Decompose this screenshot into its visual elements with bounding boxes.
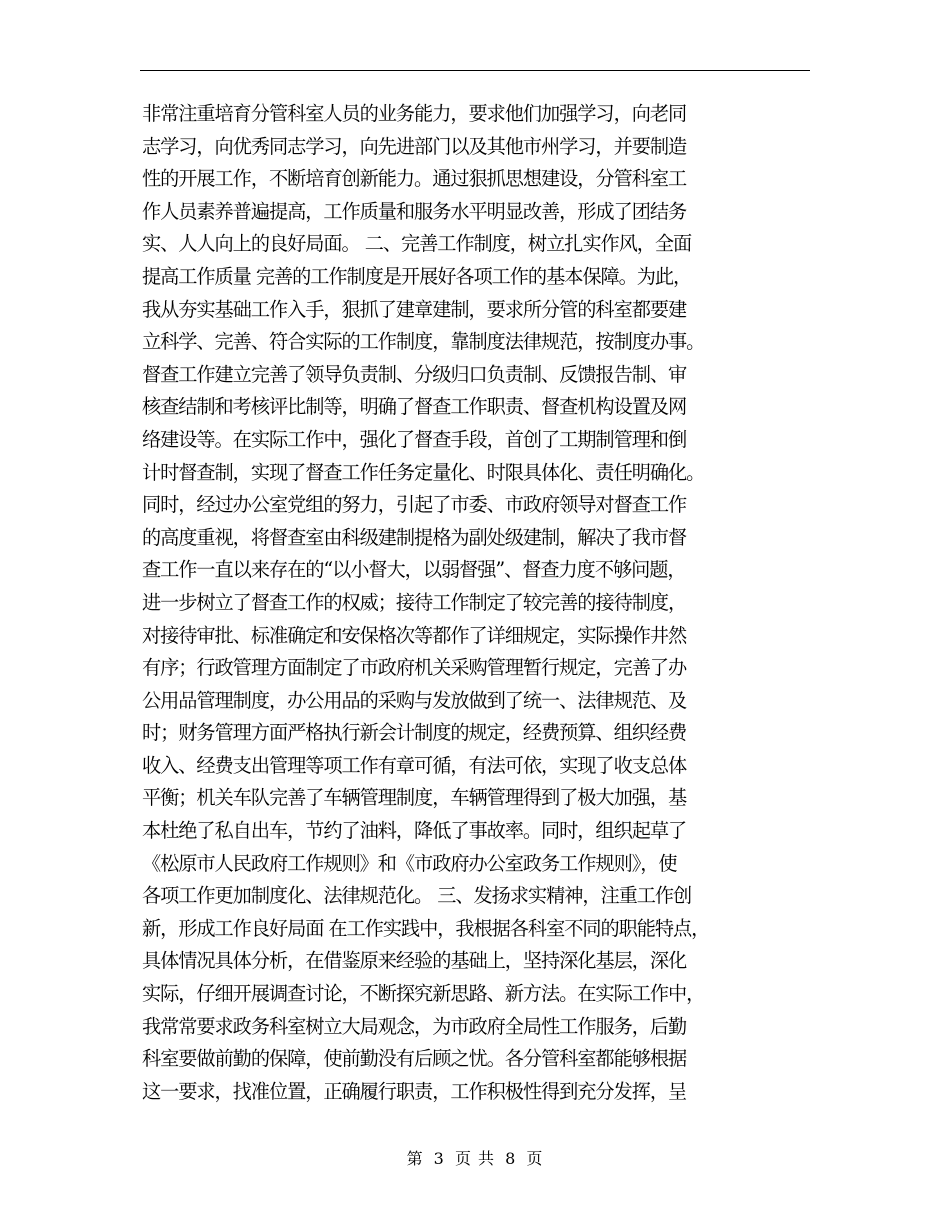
text-line: 有序；行政管理方面制定了市政府机关采购管理暂行规定，完善了办 — [142, 656, 687, 680]
text-line: 我从夯实基础工作入手，狠抓了建章建制，要求所分管的科室都要建 — [142, 297, 687, 321]
text-line: 志学习，向优秀同志学习，向先进部门以及其他市州学习，并要制造 — [142, 134, 687, 158]
text-line: 科室要做前勤的保障，使前勤没有后顾之忧。各分管科室都能够根据 — [142, 1047, 687, 1071]
footer-total-pages: 8 — [505, 1149, 517, 1168]
text-line: 督查工作建立完善了领导负责制、分级归口负责制、反馈报告制、审 — [142, 362, 687, 386]
text-line: 对接待审批、标准确定和安保格次等都作了详细规定，实际操作井然 — [142, 623, 687, 647]
body-text — [142, 98, 822, 1108]
text-line: 我常常要求政务科室树立大局观念，为市政府全局性工作服务，后勤 — [142, 1014, 687, 1038]
footer-suffix: 页 — [526, 1149, 544, 1168]
text-line: 实际，仔细开展调查讨论，不断探究新思路、新方法。在实际工作中， — [142, 982, 705, 1006]
text-line: 公用品管理制度，办公用品的采购与发放做到了统一、法律规范、及 — [142, 688, 687, 712]
header-rule — [140, 70, 810, 71]
text-line: 新，形成工作良好局面 在工作实践中，我根据各科室不同的职能特点， — [142, 916, 710, 940]
text-line: 《松原市人民政府工作规则》和《市政府办公室政务工作规则》，使 — [142, 851, 677, 875]
text-line: 作人员素养普遍提高，工作质量和服务水平明显改善，形成了团结务 — [142, 199, 687, 223]
text-line: 具体情况具体分析，在借鉴原来经验的基础上，坚持深化基层，深化 — [142, 949, 687, 973]
text-line: 进一步树立了督查工作的权威；接待工作制定了较完善的接待制度， — [142, 590, 687, 614]
text-line: 时；财务管理方面严格执行新会计制度的规定，经费预算、组织经费 — [142, 721, 687, 745]
text-line: 络建设等。在实际工作中，强化了督查手段，首创了工期制管理和倒 — [142, 427, 687, 451]
footer-prefix: 第 — [406, 1149, 424, 1168]
footer-page-number: 3 — [433, 1149, 445, 1168]
text-line: 提高工作质量 完善的工作制度是开展好各项工作的基本保障。为此， — [142, 264, 692, 288]
text-line: 查工作一直以来存在的“以小督大，以弱督强”、督查力度不够问题， — [142, 558, 686, 582]
text-line: 的高度重视，将督查室由科级建制提格为副处级建制，解决了我市督 — [142, 525, 687, 549]
text-line: 这一要求，找准位置，正确履行职责，工作积极性得到充分发挥，呈 — [142, 1079, 687, 1103]
text-line: 平衡；机关车队完善了车辆管理制度，车辆管理得到了极大加强，基 — [142, 786, 687, 810]
text-line: 性的开展工作，不断培育创新能力。通过狠抓思想建设，分管科室工 — [142, 167, 687, 191]
text-line: 立科学、完善、符合实际的工作制度，靠制度法律规范，按制度办事。 — [142, 330, 705, 354]
footer-middle: 页 共 — [454, 1149, 496, 1168]
text-line: 收入、经费支出管理等项工作有章可循，有法可依，实现了收支总体 — [142, 753, 687, 777]
text-line: 核查结制和考核评比制等，明确了督查工作职责、督查机构设置及网 — [142, 395, 687, 419]
text-line: 实、人人向上的良好局面。 二、完善工作制度，树立扎实作风，全面 — [142, 232, 692, 256]
text-line: 本杜绝了私自出车，节约了油料，降低了事故率。同时，组织起草了 — [142, 819, 687, 843]
text-line: 各项工作更加制度化、法律规范化。 三、发扬求实精神，注重工作创 — [142, 884, 692, 908]
text-line: 计时督查制，实现了督查工作任务定量化、时限具体化、责任明确化。 — [142, 460, 705, 484]
text-line: 同时，经过办公室党组的努力，引起了市委、市政府领导对督查工作 — [142, 493, 687, 517]
text-line: 非常注重培育分管科室人员的业务能力，要求他们加强学习，向老同 — [142, 102, 687, 125]
page-footer — [0, 1146, 950, 1169]
